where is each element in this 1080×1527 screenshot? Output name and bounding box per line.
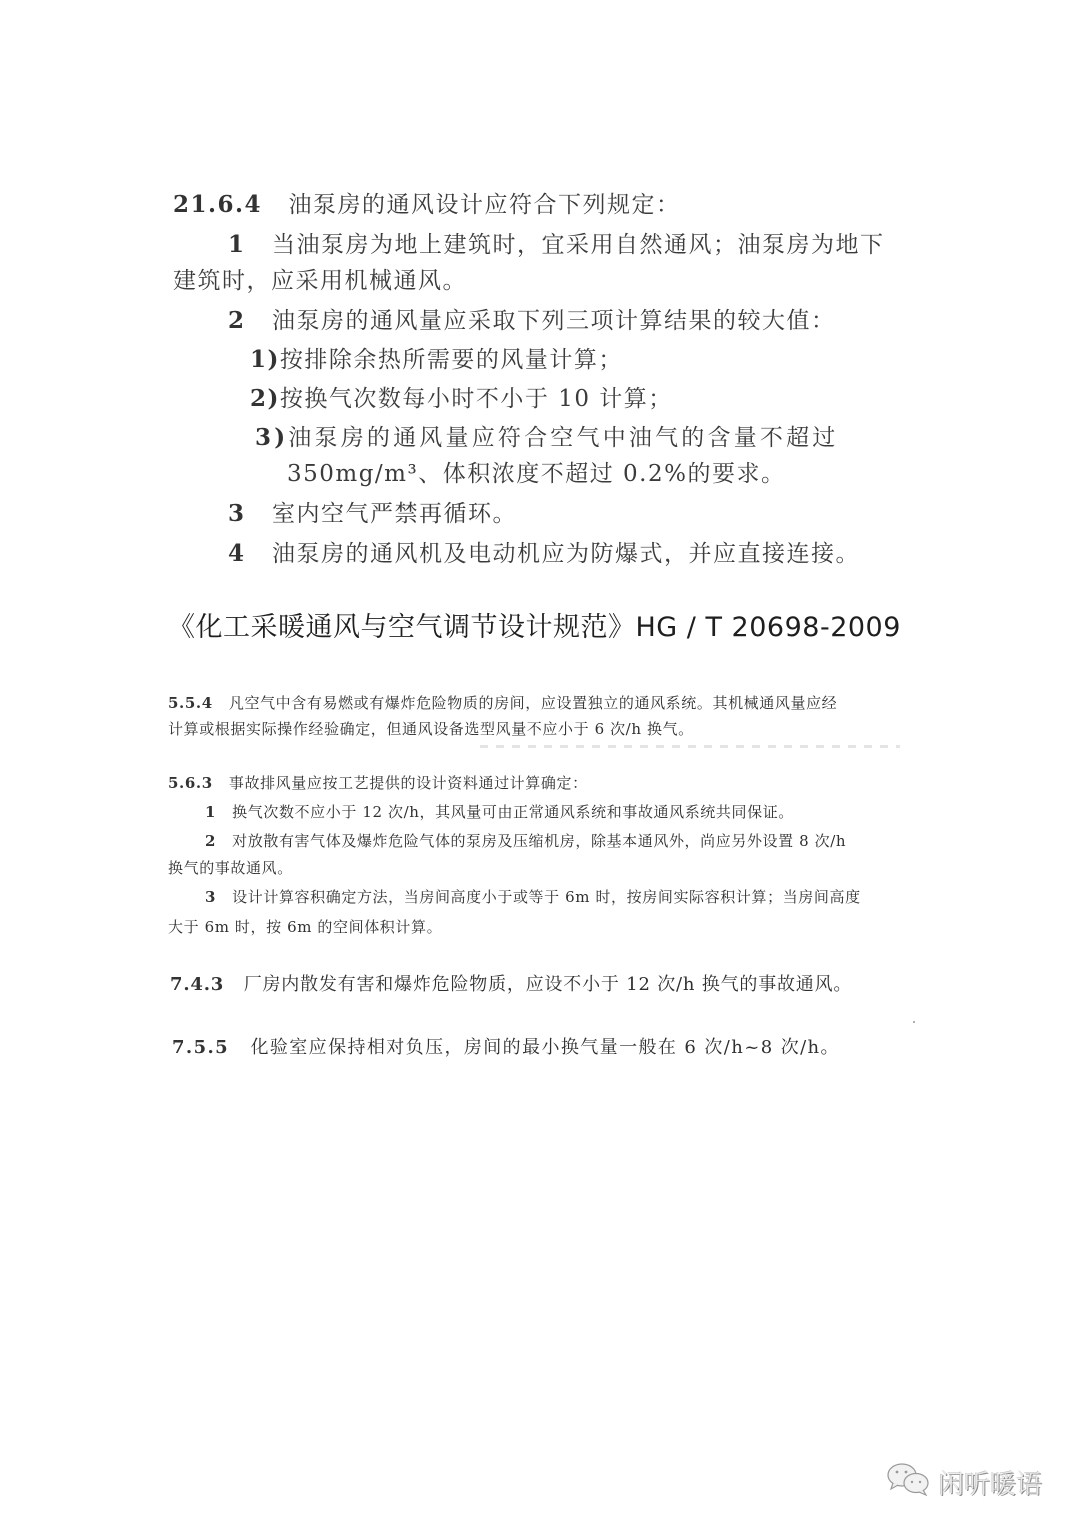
clause-heading-21-6-4 xyxy=(173,186,680,219)
item-text: 油泵房的通风机及电动机应为防爆式，并应直接连接。 xyxy=(271,541,860,567)
clause-5-6-3-item-3 xyxy=(205,886,861,907)
item-number: 1 xyxy=(205,803,217,821)
clause-heading-text: 事故排风量应按工艺提供的设计资料通过计算确定： xyxy=(228,774,588,792)
clause-5-6-3 xyxy=(168,772,588,793)
clause-number: 7.5.5 xyxy=(172,1037,230,1058)
item-1 xyxy=(228,226,884,259)
item-1-continued: 建筑时，应采用机械通风。 xyxy=(173,268,467,294)
clause-7-4-3 xyxy=(170,970,852,996)
item-4 xyxy=(228,535,860,568)
subitem-1 xyxy=(250,341,623,374)
subitem-text: 油泵房的通风量应符合空气中油气的含量不超过 xyxy=(288,425,839,451)
item-text: 对放散有害气体及爆炸危险气体的泵房及压缩机房，除基本通风外，尚应另外设置 8 次/h xyxy=(232,832,847,850)
clause-5-5-4-continued: 计算或根据实际操作经验确定，但通风设备选型风量不应小于 6 次/h 换气。 xyxy=(168,720,694,738)
clause-5-6-3-item-2 xyxy=(205,830,846,851)
wechat-icon xyxy=(886,1462,932,1503)
item-text: 室内空气严禁再循环。 xyxy=(271,501,517,527)
clause-number: 5.6.3 xyxy=(168,774,213,792)
clause-text: 化验室应保持相对负压，房间的最小换气量一般在 6 次/h~8 次/h。 xyxy=(250,1037,840,1058)
standard-title: 《化工采暖通风与空气调节设计规范》HG / T 20698-2009 xyxy=(168,612,901,643)
subitem-3-continued: 350mg/m³、体积浓度不超过 0.2%的要求。 xyxy=(287,461,786,487)
clause-5-6-3-item-3-continued: 大于 6m 时，按 6m 的空间体积计算。 xyxy=(168,918,443,936)
subitem-number: 2) xyxy=(250,385,280,412)
faded-text-remnant xyxy=(480,745,900,748)
clause-number: 5.5.4 xyxy=(168,694,213,712)
item-number: 4 xyxy=(228,540,246,567)
item-text: 当油泵房为地上建筑时，宜采用自然通风；油泵房为地下 xyxy=(271,232,885,258)
subitem-text: 按排除余热所需要的风量计算； xyxy=(279,347,623,373)
clause-5-6-3-item-2-continued: 换气的事故通风。 xyxy=(168,859,293,877)
subitem-text: 按换气次数每小时不小于 10 计算； xyxy=(279,386,673,412)
watermark-text: 闲听暖语 xyxy=(938,1470,1043,1500)
item-text: 油泵房的通风量应采取下列三项计算结果的较大值： xyxy=(271,308,836,334)
item-3 xyxy=(228,495,517,528)
item-2 xyxy=(228,302,835,335)
item-number: 3 xyxy=(205,888,217,906)
watermark xyxy=(886,1462,1042,1503)
clause-7-5-5 xyxy=(172,1033,840,1059)
item-text: 设计计算容积确定方法，当房间高度小于或等于 6m 时，按房间实际容积计算；当房间高度 xyxy=(232,888,861,906)
scan-speck xyxy=(913,1021,915,1023)
item-number: 3 xyxy=(228,500,246,527)
item-number: 1 xyxy=(228,231,246,258)
item-text: 换气次数不应小于 12 次/h，其风量可由正常通风系统和事故通风系统共同保证。 xyxy=(232,803,794,821)
clause-5-6-3-item-1 xyxy=(205,801,794,822)
clause-5-5-4 xyxy=(168,692,837,713)
subitem-number: 3) xyxy=(255,424,289,451)
subitem-number: 1) xyxy=(250,346,280,373)
clause-text: 厂房内散发有害和爆炸危险物质，应设不小于 12 次/h 换气的事故通风。 xyxy=(243,974,853,995)
clause-number: 7.4.3 xyxy=(170,974,225,995)
subitem-3 xyxy=(255,419,839,452)
clause-heading-text: 油泵房的通风设计应符合下列规定： xyxy=(288,192,681,218)
subitem-2 xyxy=(250,380,673,413)
clause-text: 凡空气中含有易燃或有爆炸危险物质的房间，应设置独立的通风系统。其机械通风量应经 xyxy=(228,694,838,712)
item-number: 2 xyxy=(228,307,246,334)
clause-number: 21.6.4 xyxy=(173,191,263,218)
item-number: 2 xyxy=(205,832,217,850)
